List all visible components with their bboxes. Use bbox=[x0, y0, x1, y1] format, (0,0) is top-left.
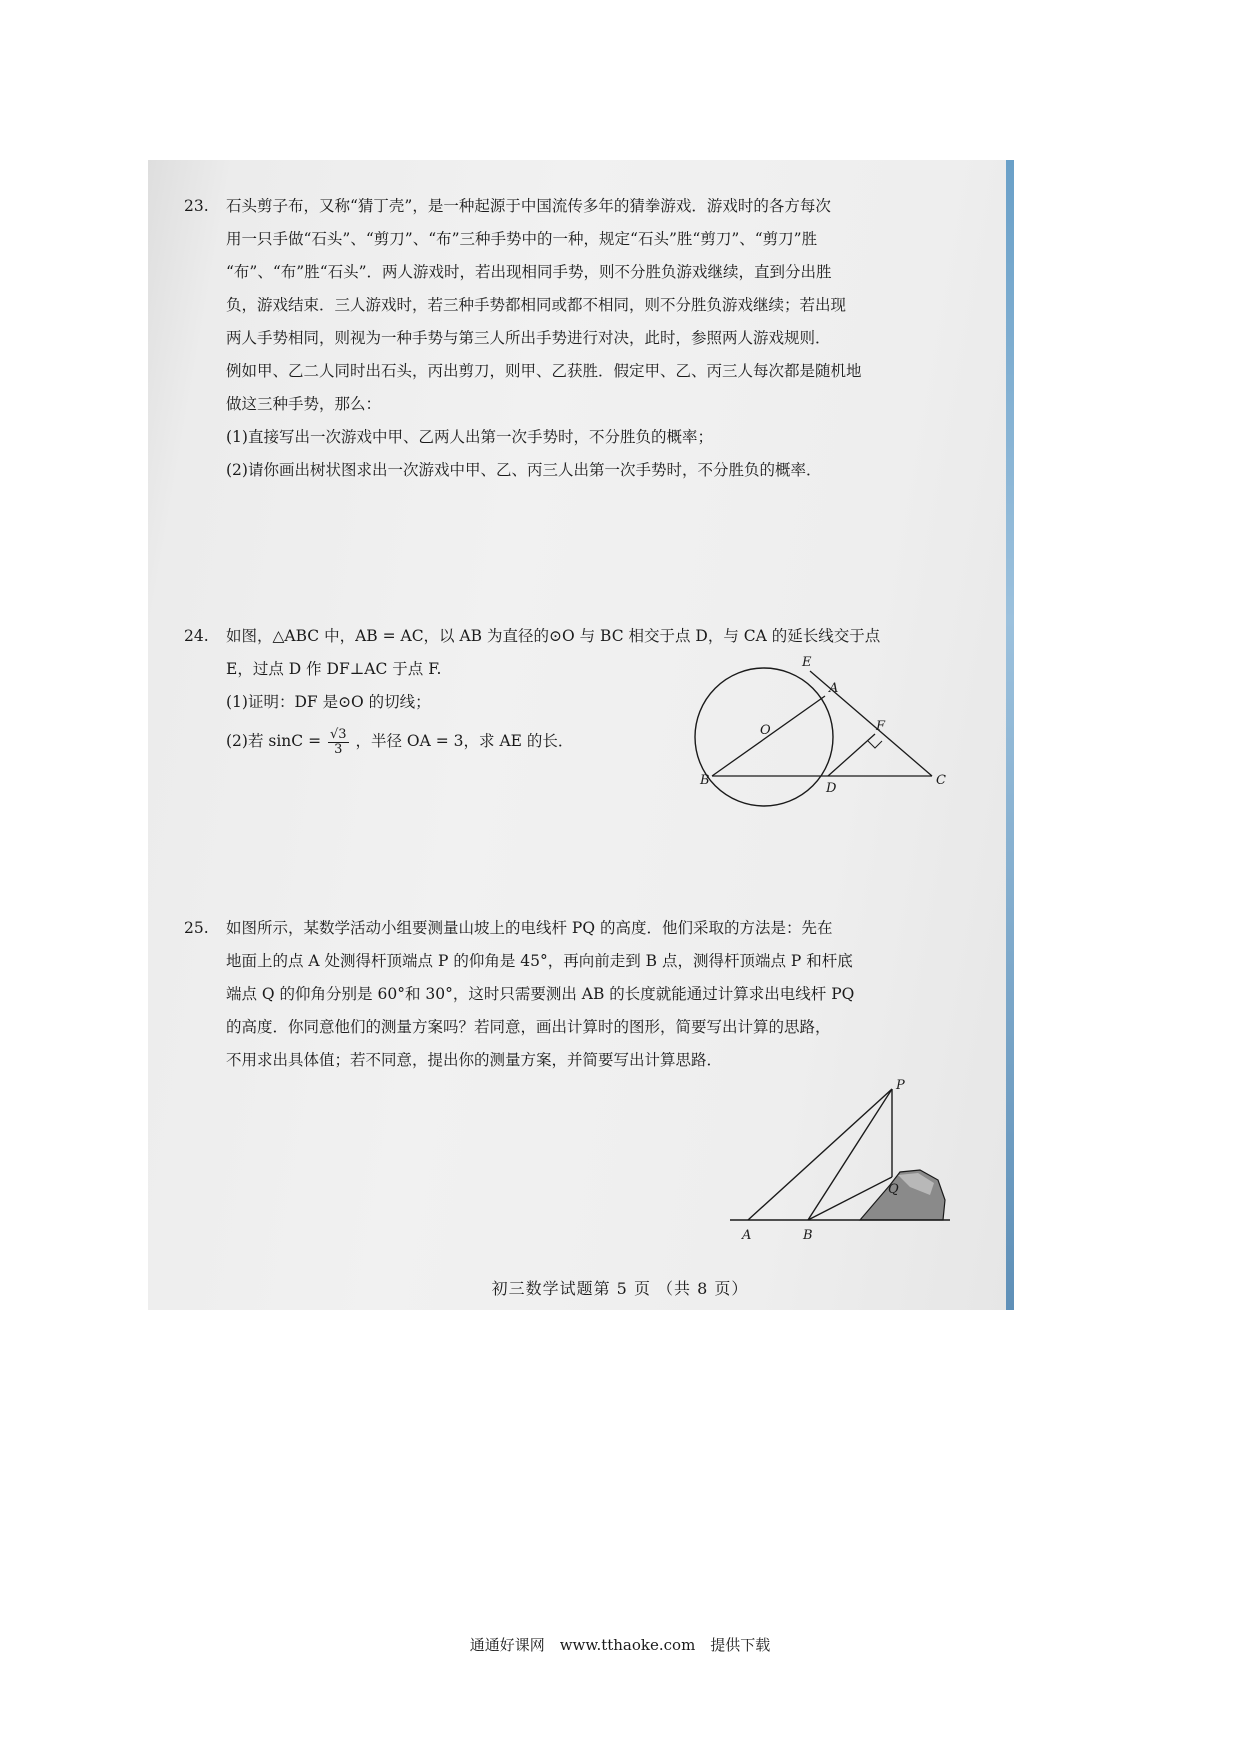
sub-question-2-text-a: (2)若 sinC = bbox=[226, 732, 322, 750]
sub-question-1: (1)直接写出一次游戏中甲、乙两人出第一次手势时，不分胜负的概率； bbox=[226, 428, 713, 446]
question-text-line: 做这三种手势，那么： bbox=[226, 395, 382, 413]
sub-question-2-text-b: ，半径 OA = 3，求 AE 的长． bbox=[355, 732, 574, 750]
label-a: A bbox=[829, 681, 839, 696]
q25-utility-pole-figure bbox=[720, 1075, 960, 1255]
label-a: A bbox=[742, 1228, 752, 1243]
right-angle-mark bbox=[868, 741, 882, 748]
question-number: 23. bbox=[184, 197, 209, 215]
question-text-line: 的高度．你同意他们的测量方案吗？若同意，画出计算时的图形，简要写出计算的思路， bbox=[226, 1018, 831, 1036]
label-b: B bbox=[700, 773, 710, 788]
q24-circle-triangle-figure bbox=[680, 650, 960, 820]
label-p: P bbox=[896, 1078, 905, 1093]
photo-background-edge bbox=[1006, 160, 1014, 1310]
question-23 bbox=[184, 190, 946, 487]
page-footer: 初三数学试题第 5 页 （共 8 页） bbox=[491, 1279, 749, 1298]
fraction-numerator: √3 bbox=[330, 726, 347, 742]
question-text-line: 两人手势相同，则视为一种手势与第三人所出手势进行对决，此时，参照两人游戏规则． bbox=[226, 329, 831, 347]
question-text-line: “布”、“布”胜“石头”．两人游戏时，若出现相同手势，则不分胜负游戏继续，直到分出胜 bbox=[226, 263, 832, 281]
question-number: 25. bbox=[184, 919, 209, 937]
question-text-line: 地面上的点 A 处测得杆顶端点 P 的仰角是 45°，再向前走到 B 点，测得杆顶端点 P 和杆底 bbox=[226, 952, 853, 970]
question-text-line: 石头剪子布，又称“猜丁壳”，是一种起源于中国流传多年的猜拳游戏．游戏时的各方每次 bbox=[226, 197, 831, 215]
question-text-line: 端点 Q 的仰角分别是 60°和 30°，这时只需要测出 AB 的长度就能通过计算求出电线杆 PQ bbox=[226, 985, 855, 1003]
question-text-line: 如图，△ABC 中，AB = AC，以 AB 为直径的⊙O 与 BC 相交于点 D，与 CA 的延长线交于点 bbox=[226, 627, 881, 645]
label-f: F bbox=[876, 719, 886, 734]
label-e: E bbox=[802, 655, 812, 670]
label-d: D bbox=[826, 781, 837, 796]
question-text-line: 用一只手做“石头”、“剪刀”、“布”三种手势中的一种，规定“石头”胜“剪刀”、“剪刀”胜 bbox=[226, 230, 818, 248]
site-credit: 通通好课网 www.tthaoke.com 提供下载 bbox=[469, 1636, 771, 1654]
label-q: Q bbox=[888, 1182, 899, 1197]
question-number: 24. bbox=[184, 627, 209, 645]
sub-question-1: (1)证明：DF 是⊙O 的切线； bbox=[226, 693, 431, 711]
segment-df bbox=[828, 734, 875, 776]
sub-question-2: (2)请你画出树状图求出一次游戏中甲、乙、丙三人出第一次手势时，不分胜负的概率． bbox=[226, 461, 822, 479]
question-text-line: 负，游戏结束．三人游戏时，若三种手势都相同或都不相同，则不分胜负游戏继续；若出现 bbox=[226, 296, 847, 314]
question-text-line: 不用求出具体值；若不同意，提出你的测量方案，并简要写出计算思路． bbox=[226, 1051, 723, 1069]
question-text-line: E，过点 D 作 DF⊥AC 于点 F. bbox=[226, 660, 442, 678]
question-25 bbox=[184, 912, 946, 1077]
question-text-line: 例如甲、乙二人同时出石头，丙出剪刀，则甲、乙获胜．假定甲、乙、丙三人每次都是随机地 bbox=[226, 362, 862, 380]
label-o: O bbox=[760, 723, 771, 738]
question-text-line: 如图所示，某数学活动小组要测量山坡上的电线杆 PQ 的高度．他们采取的方法是：先在 bbox=[226, 919, 833, 937]
fraction-sqrt3-over-3 bbox=[328, 728, 349, 757]
label-c: C bbox=[936, 773, 946, 788]
fraction-denominator: 3 bbox=[334, 741, 343, 757]
label-b: B bbox=[803, 1228, 813, 1243]
